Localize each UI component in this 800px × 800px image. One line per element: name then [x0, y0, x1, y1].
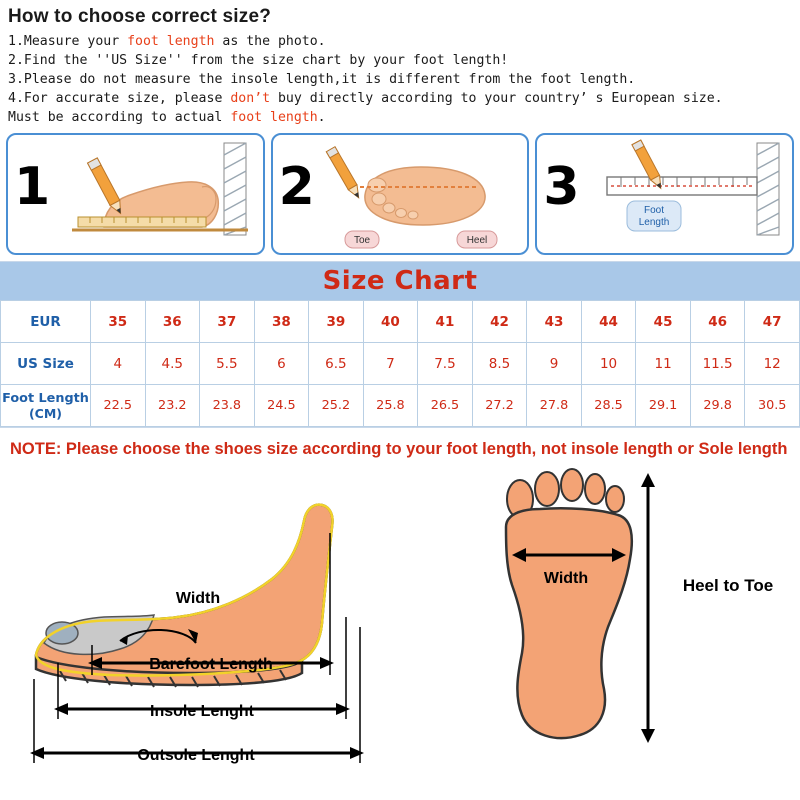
cell-us-0: 4 — [91, 343, 146, 385]
instruction-3-number: 3. — [8, 72, 24, 87]
instruction-5-pre: Must be according to actual — [8, 110, 231, 125]
outsole-length-label: Outsole Lenght — [137, 747, 255, 764]
cell-eur-8: 43 — [527, 301, 582, 343]
cell-us-11: 11.5 — [690, 343, 745, 385]
instruction-4-post: buy directly according to your country’ s European size. — [270, 91, 723, 106]
instruction-line-3 — [8, 70, 792, 89]
step-2-number: 2 — [278, 157, 315, 217]
steps-section — [0, 129, 800, 261]
instruction-4-pre: For accurate size, please — [23, 91, 231, 106]
size-chart-section — [0, 261, 800, 428]
cell-eur-3: 38 — [254, 301, 309, 343]
step-2-illustration — [317, 135, 528, 253]
cell-eur-9: 44 — [581, 301, 636, 343]
cell-eur-4: 39 — [309, 301, 364, 343]
note-section — [0, 428, 800, 467]
instruction-5-highlight: foot length — [230, 110, 318, 125]
instruction-1-pre: Measure your — [23, 34, 128, 49]
top-width-label: Width — [543, 570, 589, 587]
step-panel-1 — [6, 133, 265, 255]
note-text: NOTE: Please choose the shoes size according to your foot length, not insole length or Sole length — [10, 440, 788, 458]
cell-us-5: 7 — [363, 343, 418, 385]
cell-us-12: 12 — [745, 343, 800, 385]
side-width-label: Width — [175, 590, 221, 607]
instruction-1-highlight: foot length — [127, 34, 215, 49]
row-header-us-size: US Size — [1, 343, 91, 385]
table-row-foot-length — [1, 385, 800, 427]
instructions-section — [0, 0, 800, 129]
cell-us-10: 11 — [636, 343, 691, 385]
step-3-number: 3 — [543, 157, 580, 217]
cell-us-6: 7.5 — [418, 343, 473, 385]
cell-eur-2: 37 — [200, 301, 255, 343]
barefoot-length-label: Barefoot Length — [149, 656, 273, 673]
size-chart-title: Size Chart — [322, 266, 478, 296]
instruction-line-4 — [8, 89, 792, 108]
cell-us-8: 9 — [527, 343, 582, 385]
side-view-diagram — [30, 505, 364, 777]
row-header-foot-length — [1, 385, 91, 427]
row-header-foot-length-text: Foot Length — [2, 390, 89, 406]
step-1-illustration — [52, 135, 263, 253]
table-row-eur — [1, 301, 800, 343]
page-title: How to choose correct size? — [8, 6, 272, 27]
cell-eur-11: 46 — [690, 301, 745, 343]
step-2-label-heel: Heel — [466, 235, 487, 246]
instruction-4-number: 4. — [8, 91, 24, 106]
step-1-number: 1 — [14, 157, 51, 217]
cell-foot-7: 27.2 — [472, 385, 527, 427]
heel-to-toe-dimension — [641, 473, 655, 743]
instruction-5-post: . — [317, 110, 326, 125]
cell-us-7: 8.5 — [472, 343, 527, 385]
step-3-label-foot: Foot — [644, 205, 665, 216]
instruction-line-5 — [8, 108, 792, 127]
cell-eur-5: 40 — [363, 301, 418, 343]
cell-foot-12: 30.5 — [745, 385, 800, 427]
row-header-foot-length-unit: (CM) — [28, 405, 63, 421]
size-chart-table — [0, 300, 800, 427]
diagrams-section — [0, 467, 800, 777]
cell-eur-12: 47 — [745, 301, 800, 343]
cell-us-2: 5.5 — [200, 343, 255, 385]
cell-eur-10: 45 — [636, 301, 691, 343]
cell-foot-8: 27.8 — [527, 385, 582, 427]
cell-eur-7: 42 — [472, 301, 527, 343]
instruction-2-pre: Find the ''US Size'' from the size chart by your foot length! — [23, 53, 509, 68]
instruction-line-2 — [8, 51, 792, 70]
instruction-3-pre: Please do not measure the insole length,it is different from the foot length. — [23, 72, 636, 87]
cell-foot-11: 29.8 — [690, 385, 745, 427]
cell-foot-1: 23.2 — [145, 385, 200, 427]
instruction-1-post: as the photo. — [214, 34, 326, 49]
step-panel-3 — [535, 133, 794, 255]
instruction-4-highlight: don’t — [230, 91, 271, 106]
step-3-label-length: Length — [639, 217, 670, 228]
instruction-2-number: 2. — [8, 53, 24, 68]
size-chart-title-bar — [0, 262, 800, 300]
table-row-us-size — [1, 343, 800, 385]
cell-eur-1: 36 — [145, 301, 200, 343]
step-3-illustration — [581, 135, 792, 253]
cell-eur-6: 41 — [418, 301, 473, 343]
row-header-eur: EUR — [1, 301, 91, 343]
top-view-diagram — [506, 469, 773, 743]
cell-foot-2: 23.8 — [200, 385, 255, 427]
cell-foot-0: 22.5 — [91, 385, 146, 427]
cell-foot-6: 26.5 — [418, 385, 473, 427]
cell-us-3: 6 — [254, 343, 309, 385]
cell-us-4: 6.5 — [309, 343, 364, 385]
cell-foot-4: 25.2 — [309, 385, 364, 427]
cell-foot-3: 24.5 — [254, 385, 309, 427]
heel-to-toe-label: Heel to Toe — [682, 576, 774, 595]
step-2-label-toe: Toe — [353, 235, 370, 246]
cell-foot-9: 28.5 — [581, 385, 636, 427]
cell-foot-10: 29.1 — [636, 385, 691, 427]
cell-eur-0: 35 — [91, 301, 146, 343]
cell-foot-5: 25.8 — [363, 385, 418, 427]
cell-us-9: 10 — [581, 343, 636, 385]
instruction-line-1 — [8, 32, 792, 51]
instruction-1-number: 1. — [8, 34, 24, 49]
cell-us-1: 4.5 — [145, 343, 200, 385]
insole-length-label: Insole Lenght — [150, 703, 254, 720]
step-panel-2 — [271, 133, 530, 255]
